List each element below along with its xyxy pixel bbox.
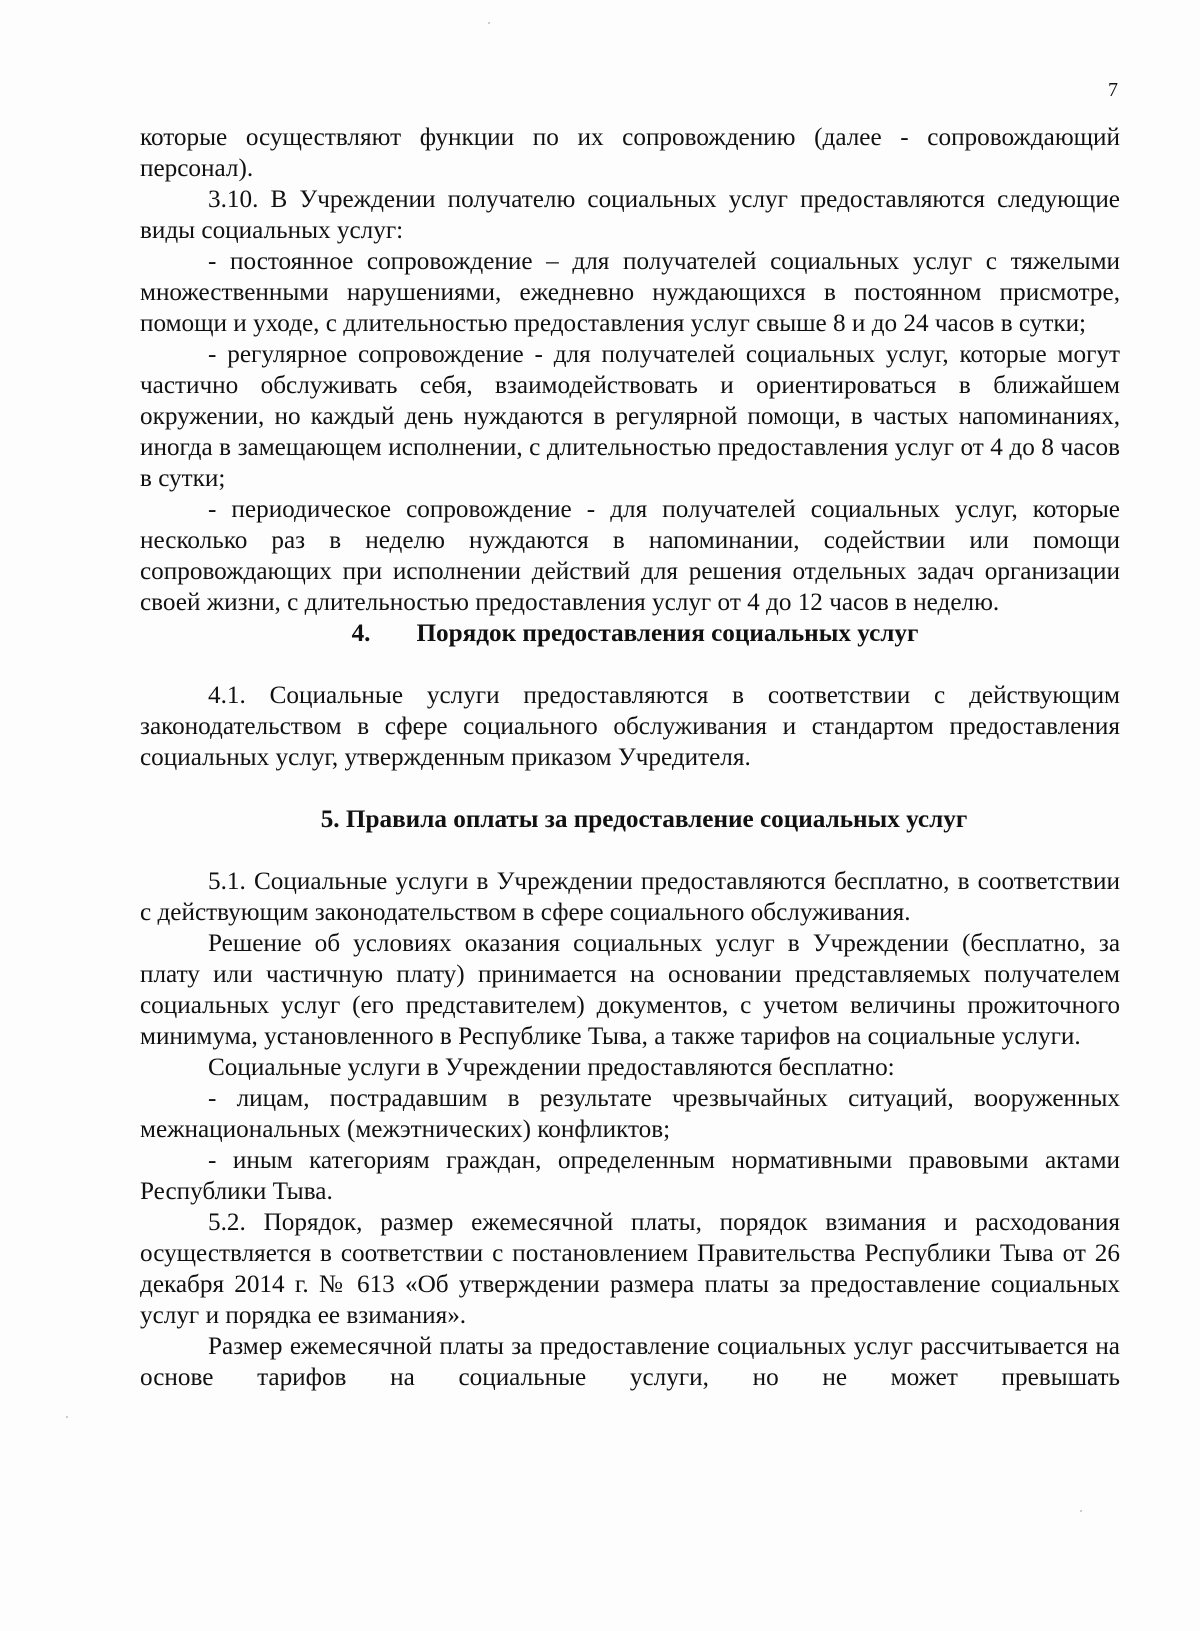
list-item-emergency-victims: - лицам, пострадавшим в результате чрезвычайных ситуаций, вооруженных межнациональных (межэтнических) конфликтов; <box>140 1085 1120 1143</box>
list-item-periodic-support: - периодическое сопровождение - для получателей социальных услуг, которые несколько раз в неделю нуждаются в напоминании, содействии или помощи сопровождающих при исполнении действий для решения отдельных задач организации своей жизни, с длительностью предоставления услуг от 4 до 12 часов в неделю. <box>140 496 1120 616</box>
scan-speck <box>1080 1510 1082 1512</box>
page-number: 7 <box>1108 79 1118 101</box>
paragraph-3-10: 3.10. В Учреждении получателю социальных услуг предоставляются следующие виды социальных услуг: <box>140 186 1120 244</box>
document-body <box>140 122 1120 1393</box>
list-item-permanent-support: - постоянное сопровождение – для получателей социальных услуг с тяжелыми множественными нарушениями, ежедневно нуждающихся в постоянном присмотре, помощи и уходе, с длительностью предоставления услуг свыше 8 и до 24 часов в сутки; <box>140 248 1120 337</box>
paragraph-free-services: Социальные услуги в Учреждении предоставляются бесплатно: <box>208 1054 895 1081</box>
list-item-regular-support: - регулярное сопровождение - для получателей социальных услуг, которые могут частично обслуживать себя, взаимодействовать и ориентироваться в ближайшем окружении, но каждый день нуждаются в регулярной помощи, в частых напоминаниях, иногда в замещающем исполнении, с длительностью предоставления услуг от 4 до 8 часов в сутки; <box>140 341 1120 492</box>
paragraph-5-2: 5.2. Порядок, размер ежемесячной платы, порядок взимания и расходования осуществляется в соответствии с постановлением Правительства Республики Тыва от 26 декабря 2014 г. № 613 «Об утверждении размера платы за предоставление социальных услуг и порядка ее взимания». <box>140 1209 1120 1329</box>
section-5-heading: 5. Правила оплаты за предоставление социальных услуг <box>320 806 968 833</box>
list-item-other-categories: - иным категориям граждан, определенным нормативными правовыми актами Республики Тыва. <box>140 1147 1120 1205</box>
section-4-number: 4. <box>351 620 371 647</box>
paragraph-5-1: 5.1. Социальные услуги в Учреждении предоставляются бесплатно, в соответствии с действующим законодательством в сфере социального обслуживания. <box>140 868 1120 926</box>
section-4-title: Порядок предоставления социальных услуг <box>416 620 919 647</box>
paragraph-payment-conditions: Решение об условиях оказания социальных услуг в Учреждении (бесплатно, за плату или частичную плату) принимается на основании представляемых получателем социальных услуг (его представителем) документов, с учетом величины прожиточного минимума, установленного в Республике Тыва, а также тарифов на социальные услуги. <box>140 930 1120 1050</box>
paragraph-monthly-fee: Размер ежемесячной платы за предоставление социальных услуг рассчитывается на основе тарифов на социальные услуги, но не может превышать <box>140 1333 1120 1391</box>
section-4-heading <box>140 618 1120 649</box>
paragraph-4-1: 4.1. Социальные услуги предоставляются в соответствии с действующим законодательством в сфере социального обслуживания и стандартом предоставления социальных услуг, утвержденным приказом Учредителя. <box>140 682 1120 771</box>
scan-speck <box>66 1416 68 1418</box>
paragraph-continuation: которые осуществляют функции по их сопровождению (далее - сопровождающий персонал). <box>140 124 1120 182</box>
scan-speck <box>488 22 490 24</box>
